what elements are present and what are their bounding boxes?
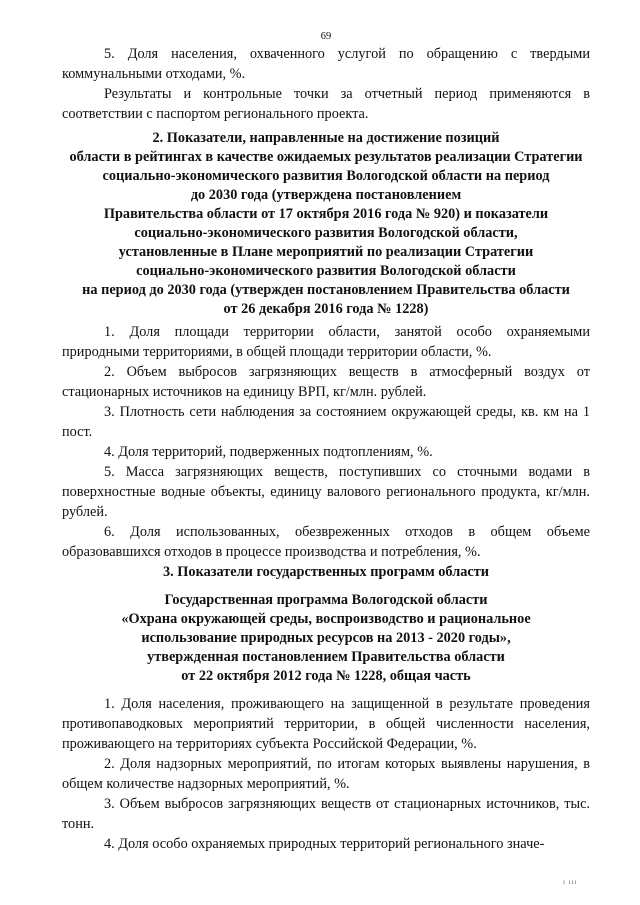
section-title: 3. Показатели государственных программ области [163, 564, 489, 580]
program-heading [62, 591, 590, 686]
heading-line: Государственная программа Вологодской области [164, 592, 488, 608]
paragraph: 5. Доля населения, охваченного услугой по обращению с твердыми коммунальными отходами, %. [62, 46, 590, 82]
heading-line: использование природных ресурсов на 2013 - 2020 годы», [141, 630, 511, 646]
list-item: 4. Доля территорий, подверженных подтоплениям, %. [104, 444, 433, 460]
list-item: 4. Доля особо охраняемых природных территорий регионального значе- [104, 836, 545, 852]
list-item: 3. Плотность сети наблюдения за состоянием окружающей среды, кв. км на 1 пост. [62, 404, 590, 440]
heading-line: утвержденная постановлением Правительства области [147, 649, 505, 665]
list-item: 2. Доля надзорных мероприятий, по итогам которых выявлены нарушения, в общем количестве надзорных мероприятий, %. [62, 756, 590, 792]
section-3-items [62, 694, 590, 854]
footer-mark: ı ııı [563, 878, 578, 886]
list-item: 3. Объем выбросов загрязняющих веществ от стационарных источников, тыс. тонн. [62, 796, 590, 832]
section-2-heading [62, 129, 590, 319]
heading-line: «Охрана окружающей среды, воспроизводство и рациональное [121, 611, 531, 627]
heading-line: установленные в Плане мероприятий по реализации Стратегии [118, 244, 534, 260]
heading-line: Правительства области от 17 октября 2016 года № 920) и показатели [103, 206, 549, 222]
heading-line: до 2030 года (утверждена постановлением [190, 187, 462, 203]
list-item: 5. Масса загрязняющих веществ, поступивших со сточными водами в поверхностные водные объекты, единицу валового регионального продукта, кг/млн. рублей. [62, 464, 590, 520]
section-2-items [62, 322, 590, 562]
section-3-heading [62, 563, 590, 582]
heading-line: на период до 2030 года (утвержден постановлением Правительства области [82, 282, 570, 298]
heading-line: от 26 декабря 2016 года № 1228) [223, 301, 429, 317]
heading-line: социально-экономического развития Вологодской области, [134, 225, 518, 241]
heading-line: 2. Показатели, направленные на достижение позиций [152, 130, 500, 146]
heading-line: социально-экономического развития Вологодской области [136, 263, 516, 279]
list-item: 1. Доля площади территории области, занятой особо охраняемыми природными территориями, в общей площади территории области, %. [62, 324, 590, 360]
heading-line: области в рейтингах в качестве ожидаемых результатов реализации Стратегии социально-экономического развития Вологодской области на период [69, 149, 583, 184]
list-item: 2. Объем выбросов загрязняющих веществ в атмосферный воздух от стационарных источников на единицу ВРП, кг/млн. рублей. [62, 364, 590, 400]
page-number: 69 [320, 31, 332, 42]
intro-paragraphs [62, 44, 590, 124]
list-item: 6. Доля использованных, обезвреженных отходов в общем объеме образовавшихся отходов в процессе производства и потребления, %. [62, 524, 590, 560]
list-item: 1. Доля населения, проживающего на защищенной в результате проведения противопаводковых мероприятий территории, в общей численности населения, проживающего на территориях субъекта Российской Федерации, %. [62, 696, 590, 752]
paragraph: Результаты и контрольные точки за отчетный период применяются в соответствии с паспортом регионального проекта. [62, 86, 590, 122]
heading-line: от 22 октября 2012 года № 1228, общая часть [181, 668, 471, 684]
